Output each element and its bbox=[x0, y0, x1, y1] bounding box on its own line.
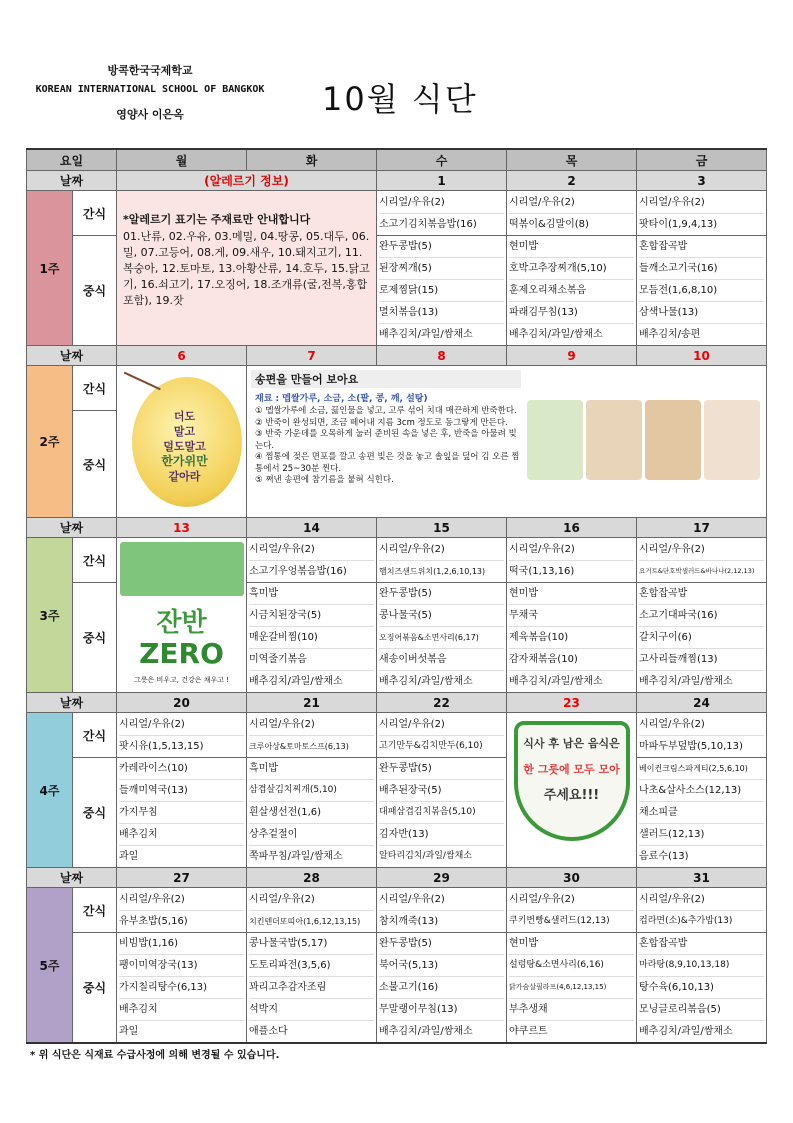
menu-item: 완두콩밥(5) bbox=[379, 236, 504, 258]
allergy-header: (알레르기 정보) bbox=[117, 171, 377, 191]
menu-item: 과일 bbox=[119, 851, 139, 862]
day-header-row bbox=[27, 149, 767, 171]
date-row bbox=[27, 693, 767, 713]
songpyeon-photo bbox=[527, 400, 583, 480]
date-cell: 24 bbox=[637, 693, 767, 713]
menu-item: 시리얼/우유(2) bbox=[639, 539, 764, 561]
lunch-label: 중식 bbox=[73, 933, 117, 1044]
date-row bbox=[27, 346, 767, 366]
menu-item: 혼합잡곡밥 bbox=[639, 933, 764, 955]
menu-item: 소불고기(16) bbox=[379, 977, 504, 999]
menu-item: 상추겉절이 bbox=[249, 824, 374, 846]
menu-item: 호박고추장찌개(5,10) bbox=[509, 258, 634, 280]
snack-label: 간식 bbox=[73, 191, 117, 236]
recipe-step: ③ 반죽 가운데를 오목하게 눌러 준비된 속을 넣은 후, 반죽을 아물려 빚는다. bbox=[255, 429, 517, 451]
menu-item: 소고기대파국(16) bbox=[639, 605, 764, 627]
day-header: 요일 bbox=[27, 149, 117, 171]
menu-item: 시리얼/우유(2) bbox=[639, 889, 764, 911]
menu-item: 시리얼/우유(2) bbox=[379, 539, 504, 561]
menu-item: 나초&살사소스(12,13) bbox=[639, 780, 764, 802]
menu-item: 시리얼/우유(2) bbox=[509, 889, 634, 911]
menu-item: 시리얼/우유(2) bbox=[639, 714, 764, 736]
menu-item: 현미밥 bbox=[509, 236, 634, 258]
date-cell: 16 bbox=[507, 518, 637, 538]
menu-item: 혼합잡곡밥 bbox=[639, 236, 764, 258]
menu-item: 도토리파전(3,5,6) bbox=[249, 955, 374, 977]
menu-item: 카레라이스(10) bbox=[119, 758, 244, 780]
poster-text: 더도 bbox=[173, 409, 196, 423]
week5-lunch-row bbox=[27, 933, 767, 1044]
menu-item: 샐러드(12,13) bbox=[639, 824, 764, 846]
week-label: 3주 bbox=[27, 538, 73, 693]
menu-item: 떡볶이&김말이(8) bbox=[509, 218, 589, 230]
allergy-info bbox=[117, 191, 377, 346]
menu-item: 파래김무침(13) bbox=[509, 302, 634, 324]
date-label: 날짜 bbox=[27, 171, 117, 191]
menu-item: 배추김치/송편 bbox=[639, 329, 701, 340]
snack-label: 간식 bbox=[73, 366, 117, 411]
menu-item: 된장찌개(5) bbox=[379, 258, 504, 280]
date-cell: 27 bbox=[117, 868, 247, 888]
menu-item: 콩나물국(5) bbox=[379, 605, 504, 627]
date-row bbox=[27, 868, 767, 888]
poster-small-text: 그릇은 비우고, 건강은 채우고 ! bbox=[133, 676, 230, 684]
snack-label: 간식 bbox=[73, 538, 117, 583]
menu-table bbox=[26, 148, 767, 1044]
menu-item: 시리얼/우유(2) bbox=[639, 192, 764, 214]
menu-item: 시리얼/우유(2) bbox=[379, 889, 504, 911]
songpyeon-photo bbox=[586, 400, 642, 480]
page-title: 10월 식단 bbox=[322, 80, 478, 118]
menu-item: 유부초밥(5,16) bbox=[119, 915, 188, 927]
menu-item: 무말랭이무침(13) bbox=[379, 999, 504, 1021]
menu-item: 쿠키번빵&샐러드(12,13) bbox=[509, 915, 610, 926]
menu-item: 시리얼/우유(2) bbox=[249, 539, 374, 561]
menu-item: 마라탕(8,9,10,13,18) bbox=[639, 955, 764, 977]
date-cell: 29 bbox=[377, 868, 507, 888]
date-label: 날짜 bbox=[27, 693, 117, 713]
menu-item: 꽈리고추감자조림 bbox=[249, 977, 374, 999]
day-tue: 화 bbox=[247, 149, 377, 171]
menu-item: 소고기우엉볶음밥(16) bbox=[249, 565, 347, 577]
date-cell: 15 bbox=[377, 518, 507, 538]
allergy-title: *알레르기 표기는 주재료만 안내합니다 bbox=[123, 213, 311, 226]
menu-item: 마파두부덮밥(5,10,13) bbox=[639, 740, 743, 752]
poster-line: 식사 후 남은 음식은 bbox=[523, 737, 620, 750]
date-cell: 2 bbox=[507, 171, 637, 191]
day-wed: 수 bbox=[377, 149, 507, 171]
date-label: 날짜 bbox=[27, 518, 117, 538]
menu-item: 참치깨죽(13) bbox=[379, 915, 439, 927]
menu-item: 삼겹살김치찌개(5,10) bbox=[249, 780, 374, 802]
menu-item: 떡국(1,13,16) bbox=[509, 565, 575, 577]
poster-text: 한가위만 bbox=[161, 453, 208, 468]
date-row bbox=[27, 171, 767, 191]
date-cell: 30 bbox=[507, 868, 637, 888]
poster-text: 같아라 bbox=[168, 469, 201, 483]
menu-item: 배추김치 bbox=[119, 999, 244, 1021]
menu-item: 흑미밥 bbox=[249, 583, 374, 605]
menu-item: 애플소다 bbox=[249, 1026, 288, 1037]
menu-item: 시리얼/우유(2) bbox=[509, 192, 634, 214]
menu-item: 시리얼/우유(2) bbox=[379, 714, 504, 736]
date-cell: 9 bbox=[507, 346, 637, 366]
menu-item: 배추김치/과일/쌈채소 bbox=[249, 676, 343, 687]
menu-item: 들깨미역국(13) bbox=[119, 780, 244, 802]
menu-item: 들깨소고기국(16) bbox=[639, 258, 764, 280]
date-cell: 3 bbox=[637, 171, 767, 191]
week-label: 1주 bbox=[27, 191, 73, 346]
lunch-label: 중식 bbox=[73, 236, 117, 346]
zero-waste-poster bbox=[117, 538, 247, 693]
menu-item: 팟타이(1,9,4,13) bbox=[639, 218, 718, 230]
blossom-branch-image bbox=[117, 371, 161, 408]
poster-text: 말고 bbox=[173, 424, 196, 438]
songpyeon-photo bbox=[645, 400, 701, 480]
menu-item: 배추된장국(5) bbox=[379, 780, 504, 802]
menu-item: 햄치즈샌드위치(1,2,6,10,13) bbox=[379, 566, 486, 576]
menu-item: 시리얼/우유(2) bbox=[249, 889, 374, 911]
poster-line: 주세요!!! bbox=[543, 788, 600, 803]
menu-item: 매운갈비찜(10) bbox=[249, 627, 374, 649]
menu-item: 닭가슴살필라프(4,6,12,13,15) bbox=[509, 977, 634, 999]
week5-snack-row bbox=[27, 888, 767, 933]
menu-item: 완두콩밥(5) bbox=[379, 758, 504, 780]
date-cell: 6 bbox=[117, 346, 247, 366]
day-thu: 목 bbox=[507, 149, 637, 171]
menu-item: 모듬전(1,6,8,10) bbox=[639, 280, 764, 302]
week4-lunch-row bbox=[27, 758, 767, 868]
menu-item: 흑미밥 bbox=[249, 758, 374, 780]
menu-item: 삼색나물(13) bbox=[639, 302, 764, 324]
menu-item: 부추생채 bbox=[509, 999, 634, 1021]
poster-illustration bbox=[120, 542, 244, 596]
menu-item: 가지칠리탕수(6,13) bbox=[119, 977, 244, 999]
menu-item: 시리얼/우유(2) bbox=[509, 539, 634, 561]
menu-item: 감자채볶음(10) bbox=[509, 649, 634, 671]
menu-item: 혼합잡곡밥 bbox=[639, 583, 764, 605]
menu-item: 시리얼/우유(2) bbox=[119, 889, 244, 911]
menu-item: 치킨텐더또띠아(1,6,12,13,15) bbox=[249, 916, 361, 926]
week2-snack-row bbox=[27, 366, 767, 411]
menu-item: 배추김치/과일/쌈채소 bbox=[379, 1026, 473, 1037]
menu-item: 탕수육(6,10,13) bbox=[639, 977, 764, 999]
menu-item: 채소피클 bbox=[639, 802, 764, 824]
date-cell: 28 bbox=[247, 868, 377, 888]
week-label: 5주 bbox=[27, 888, 73, 1044]
date-cell: 14 bbox=[247, 518, 377, 538]
menu-item: 배추김치/과일/쌈채소 bbox=[509, 676, 603, 687]
snack-label: 간식 bbox=[73, 888, 117, 933]
menu-item: 소고기김치볶음밥(16) bbox=[379, 218, 477, 230]
menu-item: 배추김치/과일/쌈채소 bbox=[509, 329, 603, 340]
menu-item: 미역줄기볶음 bbox=[249, 649, 374, 671]
menu-item: 새송이버섯볶음 bbox=[379, 649, 504, 671]
menu-item: 설렁탕&소면사리(6,16) bbox=[509, 955, 634, 977]
menu-item: 야쿠르트 bbox=[509, 1026, 548, 1037]
week-label: 4주 bbox=[27, 713, 73, 868]
date-cell: 10 bbox=[637, 346, 767, 366]
recipe-step: ⑤ 쪄낸 송편에 참기름을 붙혀 식힌다. bbox=[255, 475, 394, 485]
menu-item: 팽이미역장국(13) bbox=[119, 955, 244, 977]
menu-item: 쪽파무침/과일/쌈채소 bbox=[249, 851, 343, 862]
chuseok-poster bbox=[117, 366, 247, 518]
week1-snack-row bbox=[27, 191, 767, 236]
menu-item: 시리얼/우유(2) bbox=[119, 714, 244, 736]
week3-snack-row bbox=[27, 538, 767, 583]
menu-item: 갈치구이(6) bbox=[639, 627, 764, 649]
date-cell: 1 bbox=[377, 171, 507, 191]
menu-item: 로제찜닭(15) bbox=[379, 280, 504, 302]
menu-item: 모닝글로리볶음(5) bbox=[639, 999, 764, 1021]
menu-item: 시금치된장국(5) bbox=[249, 605, 374, 627]
menu-item: 멸치볶음(13) bbox=[379, 302, 504, 324]
recipe-title: 송편을 만들어 보아요 bbox=[251, 370, 521, 388]
dietitian: 영양사 이은옥 bbox=[116, 108, 184, 121]
menu-item: 고기만두&김치만두(6,10) bbox=[379, 740, 483, 751]
week-label: 2주 bbox=[27, 366, 73, 518]
snack-label: 간식 bbox=[73, 713, 117, 758]
school-name-ko: 방콕한국국제학교 bbox=[107, 64, 193, 77]
date-cell: 31 bbox=[637, 868, 767, 888]
poster-big-text: 잔반 bbox=[156, 608, 207, 638]
date-cell: 8 bbox=[377, 346, 507, 366]
menu-item: 과일 bbox=[119, 1026, 139, 1037]
songpyeon-recipe bbox=[247, 366, 767, 518]
week4-snack-row bbox=[27, 713, 767, 758]
lunch-label: 중식 bbox=[73, 758, 117, 868]
date-cell: 20 bbox=[117, 693, 247, 713]
school-name-en: KOREAN INTERNATIONAL SCHOOL OF BANGKOK bbox=[35, 84, 265, 95]
menu-item: 석박지 bbox=[249, 999, 374, 1021]
allergy-list: 01.난류, 02.우유, 03.메밀, 04.땅콩, 05.대두, 06.밀, 07.고등어, 08.게, 09.새우, 10.돼지고기, 11.복숭아, 12.토마토, 13.아황산류, 14.호두, 15.닭고기, 16.쇠고기, 17.오징어, 18.조개류(굴,전복,홍합 포함), 19.잣 bbox=[123, 230, 370, 307]
lunch-label: 중식 bbox=[73, 583, 117, 693]
menu-item: 북어국(5,13) bbox=[379, 955, 504, 977]
poster-line: 한 그릇에 모두 모아 bbox=[523, 763, 620, 776]
menu-item: 시리얼/우유(2) bbox=[379, 192, 504, 214]
date-cell: 23 bbox=[507, 693, 637, 713]
leftover-poster bbox=[507, 713, 637, 868]
menu-item: 배추김치/과일/쌈채소 bbox=[639, 1026, 733, 1037]
menu-item: 훈제오리채소볶음 bbox=[509, 280, 634, 302]
date-cell: 13 bbox=[117, 518, 247, 538]
date-label: 날짜 bbox=[27, 868, 117, 888]
recipe-step: ④ 찜통에 젖은 면포를 깔고 송편 빚은 것을 놓고 솔잎을 덮어 김 오른 찜통에서 25~30분 찐다. bbox=[255, 452, 520, 474]
menu-item: 배추김치/과일/쌈채소 bbox=[379, 329, 473, 340]
menu-item: 고사리들깨찜(13) bbox=[639, 649, 764, 671]
menu-item: 시리얼/우유(2) bbox=[249, 714, 374, 736]
menu-item: 베이컨크림스파게티(2,5,6,10) bbox=[639, 758, 764, 780]
menu-item: 음료수(13) bbox=[639, 851, 689, 862]
menu-item: 대패삼겹김치볶음(5,10) bbox=[379, 802, 504, 824]
menu-item: 요거트&단호박샐러드&바나나(2,12,13) bbox=[639, 566, 755, 575]
menu-item: 완두콩밥(5) bbox=[379, 933, 504, 955]
menu-item: 배추김치 bbox=[119, 824, 244, 846]
menu-item: 크루아상&토마토스프(6,13) bbox=[249, 741, 349, 751]
menu-item: 오징어볶음&소면사리(6,17) bbox=[379, 627, 504, 649]
poster-zero-text: ZERO bbox=[139, 637, 224, 670]
menu-item: 흰살생선전(1,6) bbox=[249, 802, 374, 824]
date-cell: 17 bbox=[637, 518, 767, 538]
menu-item: 배추김치/과일/쌈채소 bbox=[379, 676, 473, 687]
date-cell: 21 bbox=[247, 693, 377, 713]
menu-item: 무채국 bbox=[509, 605, 634, 627]
menu-item: 컵라면(소)&추가밥(13) bbox=[639, 915, 733, 926]
menu-item: 완두콩밥(5) bbox=[379, 583, 504, 605]
menu-item: 콩나물국밥(5,17) bbox=[249, 933, 374, 955]
menu-item: 배추김치/과일/쌈채소 bbox=[639, 676, 733, 687]
date-label: 날짜 bbox=[27, 346, 117, 366]
menu-item: 김자반(13) bbox=[379, 824, 504, 846]
recipe-step: ① 멥쌀가루에 소금, 끓인물을 넣고, 고루 섞어 치대 매끈하게 반죽한다. bbox=[255, 406, 517, 416]
date-cell: 22 bbox=[377, 693, 507, 713]
lunch-label: 중식 bbox=[73, 411, 117, 518]
recipe-ingredients: 재료 : 멥쌀가루, 소금, 소(팥, 콩, 깨, 설탕) bbox=[255, 394, 428, 404]
songpyeon-photo bbox=[704, 400, 760, 480]
menu-item: 팟시유(1,5,13,15) bbox=[119, 740, 204, 752]
poster-text: 덜도말고 bbox=[163, 439, 206, 453]
recipe-step: ② 반죽이 완성되면, 조금 떼어내 지름 3cm 정도로 동그랗게 만든다. bbox=[255, 417, 508, 428]
day-fri: 금 bbox=[637, 149, 767, 171]
menu-item: 현미밥 bbox=[509, 933, 634, 955]
menu-item: 제육볶음(10) bbox=[509, 627, 634, 649]
footnote: * 위 식단은 식재료 수급사정에 의해 변경될 수 있습니다. bbox=[30, 1050, 280, 1061]
date-cell: 7 bbox=[247, 346, 377, 366]
date-row bbox=[27, 518, 767, 538]
day-mon: 월 bbox=[117, 149, 247, 171]
menu-item: 가지무침 bbox=[119, 802, 244, 824]
menu-item: 알타리김치/과일/쌈채소 bbox=[379, 851, 473, 861]
menu-item: 비빔밥(1,16) bbox=[119, 933, 244, 955]
menu-item: 현미밥 bbox=[509, 583, 634, 605]
